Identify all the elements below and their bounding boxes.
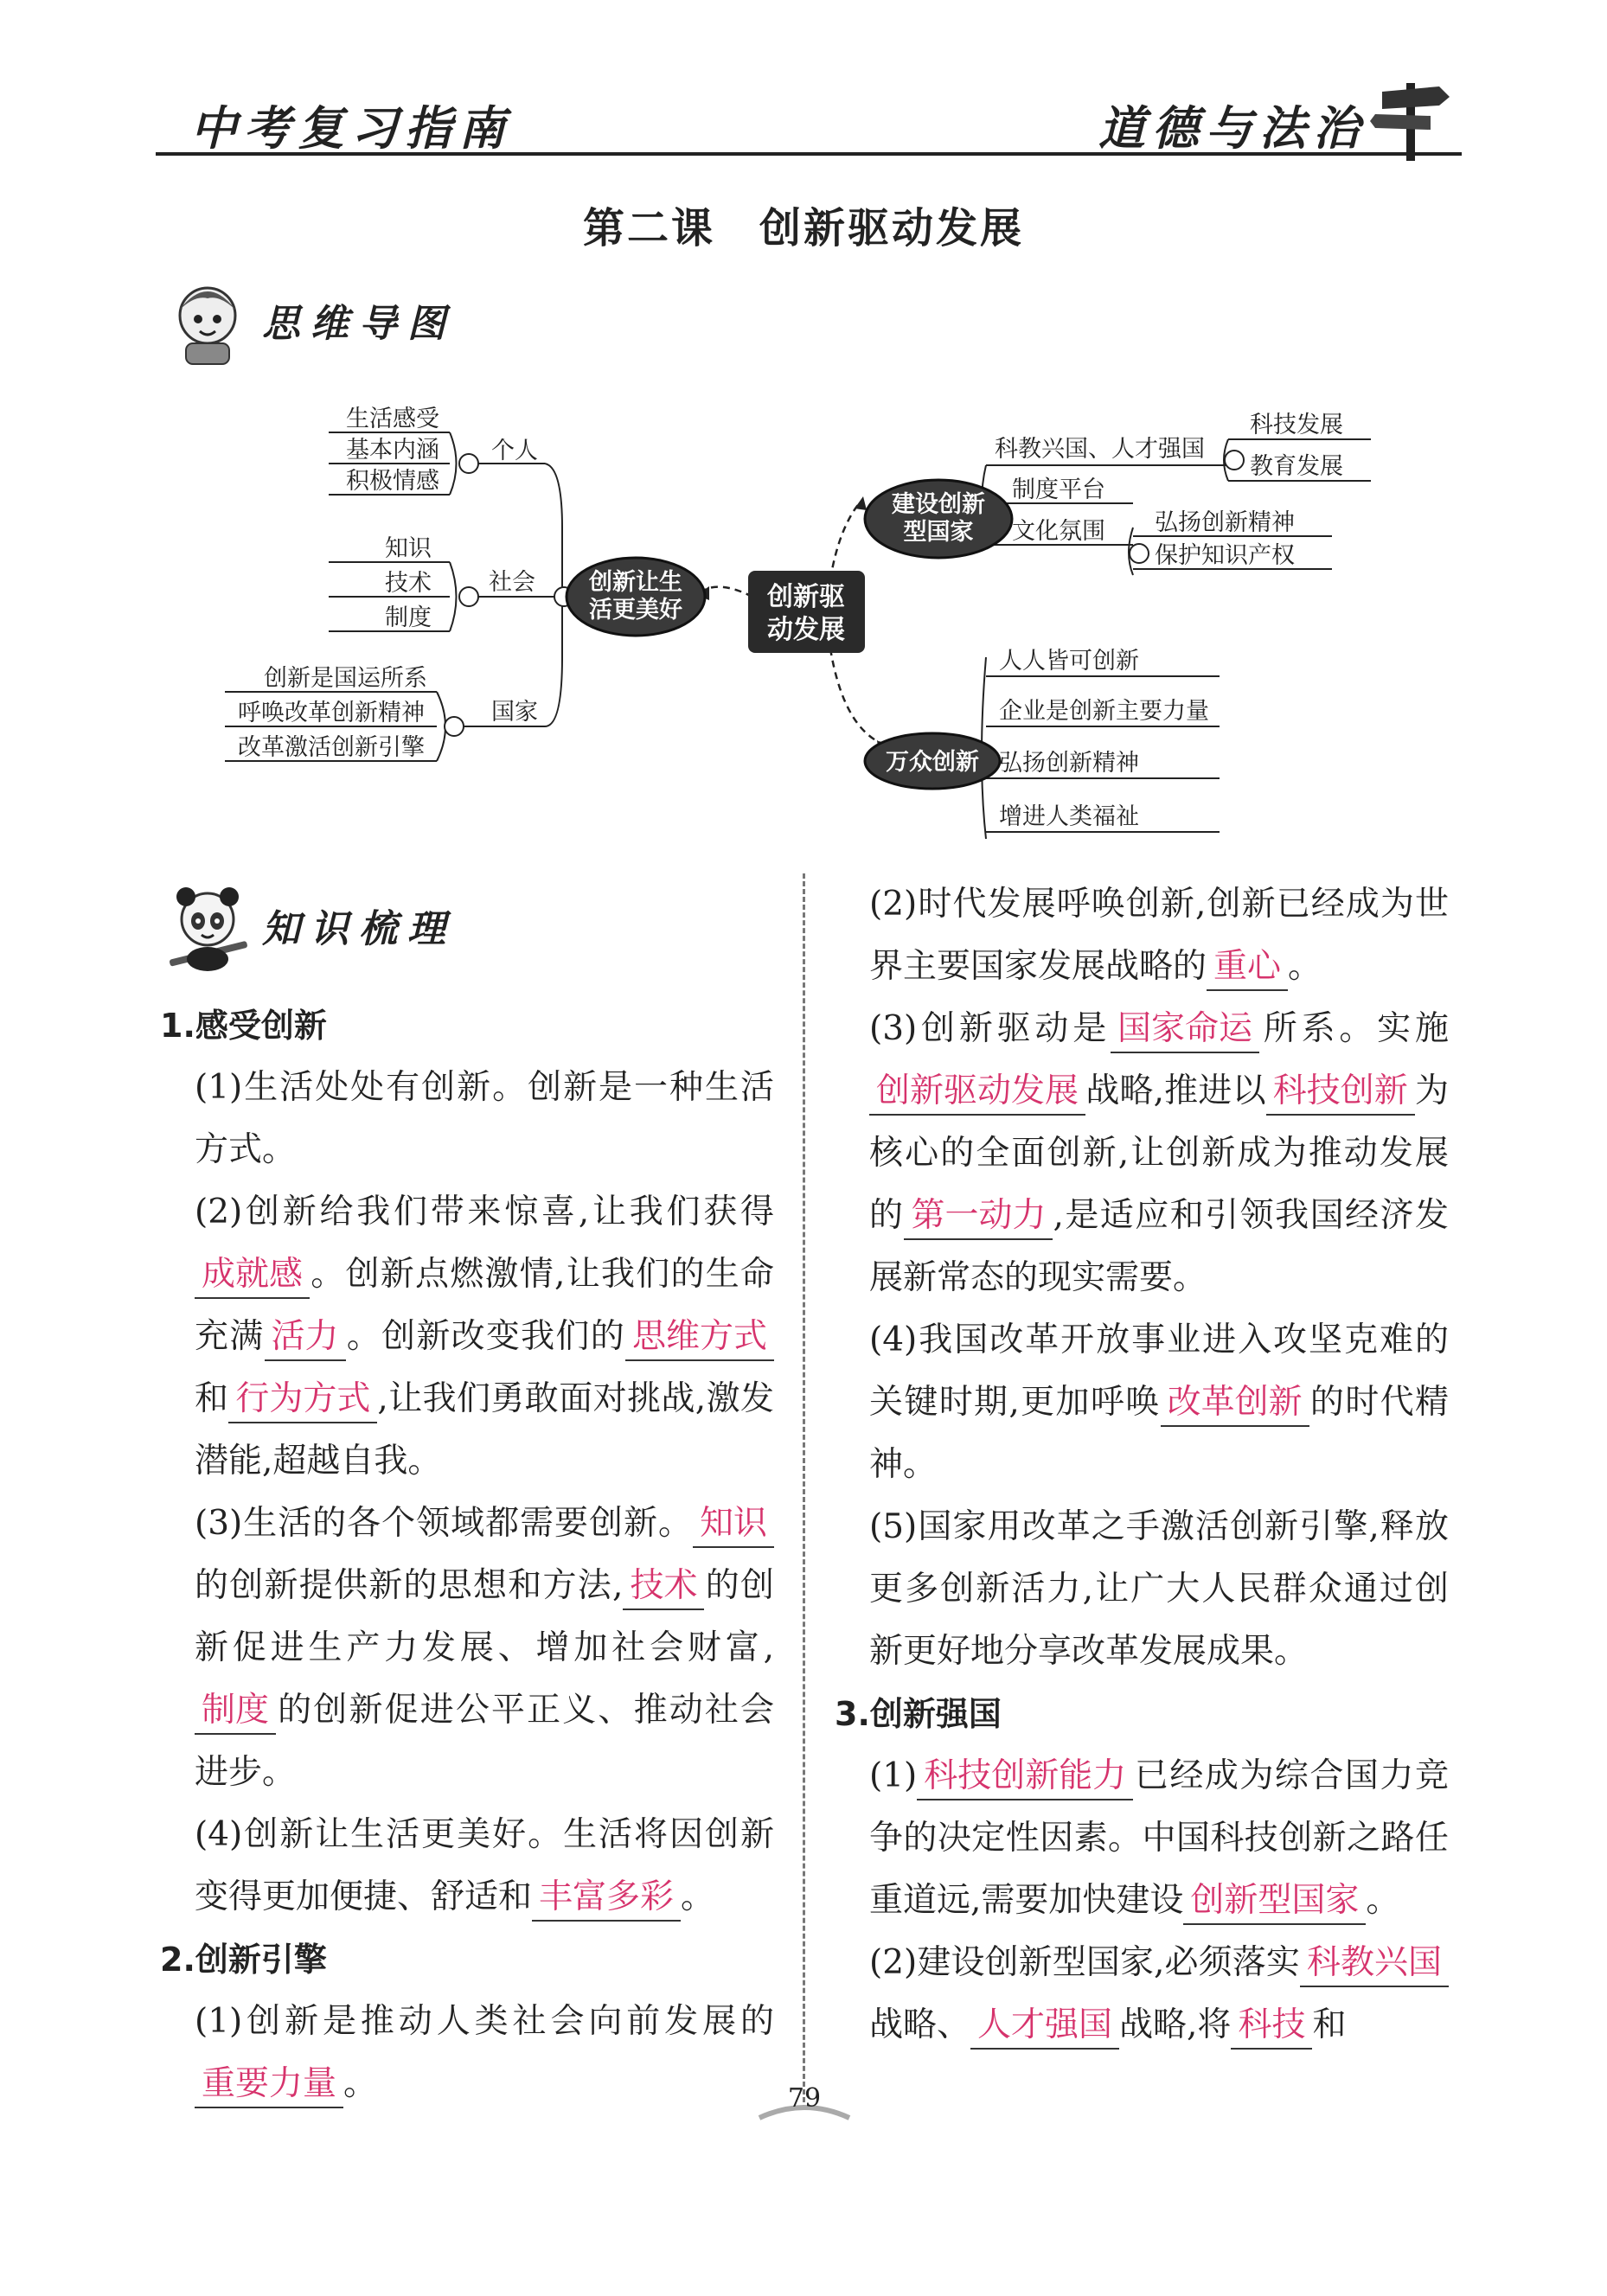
paragraph-6: (2)时代发展呼唤创新,创新已经成为世界主要国家发展战略的 重心 。 [835, 873, 1449, 998]
answer-blank: 科教兴国 [1300, 1941, 1449, 1987]
answer-blank: 科技 [1231, 2003, 1312, 2050]
answer-blank: 创新型国家 [1183, 1878, 1366, 1925]
mm-society-item: 知识 [385, 535, 432, 562]
mm-society-item: 技术 [385, 570, 432, 597]
answer-blank: 行为方式 [228, 1377, 377, 1423]
answer-blank: 活力 [265, 1314, 346, 1361]
paragraph-7: (3)创新驱动是 国家命运 所系。实施创新驱动发展 战略,推进以 科技创新 为核心的全面创新,让创新成为推动发展的 第一动力 ,是适应和引领我国经济发展新常态的现实需要。 [835, 998, 1449, 1309]
mm-tr-branch3-item: 保护知识产权 [1155, 542, 1295, 569]
mm-br-item: 企业是创新主要力量 [999, 698, 1209, 725]
mm-left-node-line1: 创新让生 [589, 569, 682, 596]
paragraph-10: (1) 科技创新能力 已经成为综合国力竞争的决定性因素。中国科技创新之路任重道远,需要加快建设 创新型国家 。 [835, 1745, 1449, 1932]
mm-person-item: 积极情感 [346, 468, 439, 495]
knowledge-section-label: 知识梳理 [262, 907, 456, 951]
answer-blank: 成就感 [195, 1252, 310, 1299]
mm-tr-branch3-item: 弘扬创新精神 [1155, 509, 1295, 536]
mm-society-item: 制度 [385, 604, 432, 631]
knowledge-section-heading [160, 878, 456, 973]
paragraph-4: (4)创新让生活更美好。生活将因创新变得更加便捷、舒适和 丰富多彩 。 [160, 1804, 774, 1928]
mascot-girl-icon [160, 272, 255, 368]
answer-blank: 重要力量 [195, 2062, 343, 2108]
heading-2: 2.创新引擎 [160, 1941, 327, 1979]
answer-blank: 丰富多彩 [532, 1875, 681, 1922]
answer-blank: 科技创新能力 [917, 1754, 1133, 1800]
mm-br-item: 增进人类福祉 [999, 803, 1139, 830]
paragraph-1: (1)生活处处有创新。创新是一种生活方式。 [195, 1068, 774, 1169]
answer-blank: 重心 [1207, 944, 1288, 991]
paragraph-8: (4)我国改革开放事业进入攻坚克难的关键时期,更加呼唤 改革创新 的时代精神。 [869, 1321, 1449, 1484]
paragraph-2: (2)创新给我们带来惊喜,让我们获得成就感 。创新点燃激情,让我们的生命充满 活力 。创新改变我们的 思维方式和 行为方式 ,让我们勇敢面对挑战,激发潜能,超越自我。 [195, 1193, 774, 1481]
mm-br-item: 人人皆可创新 [999, 648, 1139, 675]
lesson-title: 第二课 创新驱动发展 [582, 204, 1024, 253]
heading-3: 3.创新强国 [835, 1695, 1002, 1733]
left-column [160, 995, 774, 2115]
answer-blank: 技术 [623, 1564, 704, 1610]
mm-person-label: 个人 [491, 438, 538, 464]
mm-tr-branch2: 制度平台 [1012, 476, 1105, 503]
paragraph-9: (5)国家用改革之手激活创新引擎,释放更多创新活力,让广大人民群众通过创新更好地分享改革发展成果。 [869, 1507, 1449, 1671]
right-column [835, 873, 1449, 2056]
answer-blank: 知识 [693, 1501, 774, 1548]
answer-blank: 制度 [195, 1688, 276, 1735]
mm-tr-branch1-label: 科教兴国、人才强国 [995, 436, 1205, 463]
mm-bottom-right-node: 万众创新 [886, 749, 979, 776]
signpost-icon [1370, 74, 1453, 161]
mm-person-item: 生活感受 [346, 406, 439, 432]
mindmap-section-heading [160, 272, 456, 368]
answer-blank: 创新驱动发展 [869, 1069, 1085, 1116]
mind-map [216, 398, 1444, 865]
heading-underline [246, 957, 523, 966]
heading-underline [246, 352, 523, 361]
mm-nation-item: 创新是国运所系 [264, 665, 427, 692]
answer-blank: 科技创新 [1266, 1069, 1415, 1116]
mm-top-right-node: 建设创新型国家 [892, 491, 985, 546]
mm-left-node: 创新让生活更美好 [589, 569, 682, 624]
mm-tr-branch1-item: 教育发展 [1250, 453, 1343, 480]
mm-tr-branch3-label: 文化氛围 [1012, 518, 1105, 545]
answer-blank: 改革创新 [1161, 1380, 1309, 1427]
page-header [156, 86, 1462, 156]
mindmap-section-label: 思维导图 [262, 302, 456, 346]
answer-blank: 第一动力 [904, 1193, 1053, 1240]
mascot-panda-icon [160, 878, 255, 973]
answer-blank: 人才强国 [970, 2003, 1119, 2050]
answer-blank: 国家命运 [1111, 1007, 1259, 1053]
page-number: 79 [752, 2080, 856, 2132]
paragraph-3: (3)生活的各个领域都需要创新。 知识的创新提供新的思想和方法, 技术 的创新促进生产力发展、增加社会财富,制度 的创新促进公平正义、推动社会进步。 [160, 1493, 774, 1804]
header-subject: 道德与法治 [1098, 100, 1367, 156]
header-book-title: 中考复习指南 [190, 100, 512, 156]
paragraph-11: (2)建设创新型国家,必须落实 科教兴国战略、 人才强国 战略,将 科技 和 [835, 1932, 1449, 2056]
mm-center-node: 创新驱动发展 [767, 582, 845, 645]
mm-society-label: 社会 [489, 569, 535, 596]
mm-br-item: 弘扬创新精神 [999, 750, 1139, 777]
mm-person-item: 基本内涵 [346, 437, 439, 464]
heading-1: 1.感受创新 [160, 1007, 327, 1045]
mm-nation-label: 国家 [491, 699, 538, 726]
paragraph-5: (1)创新是推动人类社会向前发展的重要力量 。 [160, 1991, 774, 2115]
column-divider [803, 873, 805, 2110]
answer-blank: 思维方式 [625, 1314, 774, 1361]
mm-nation-item: 呼唤改革创新精神 [238, 700, 425, 726]
mm-tr-branch1-item: 科技发展 [1250, 412, 1343, 438]
mm-nation-item: 改革激活创新引擎 [238, 734, 425, 761]
